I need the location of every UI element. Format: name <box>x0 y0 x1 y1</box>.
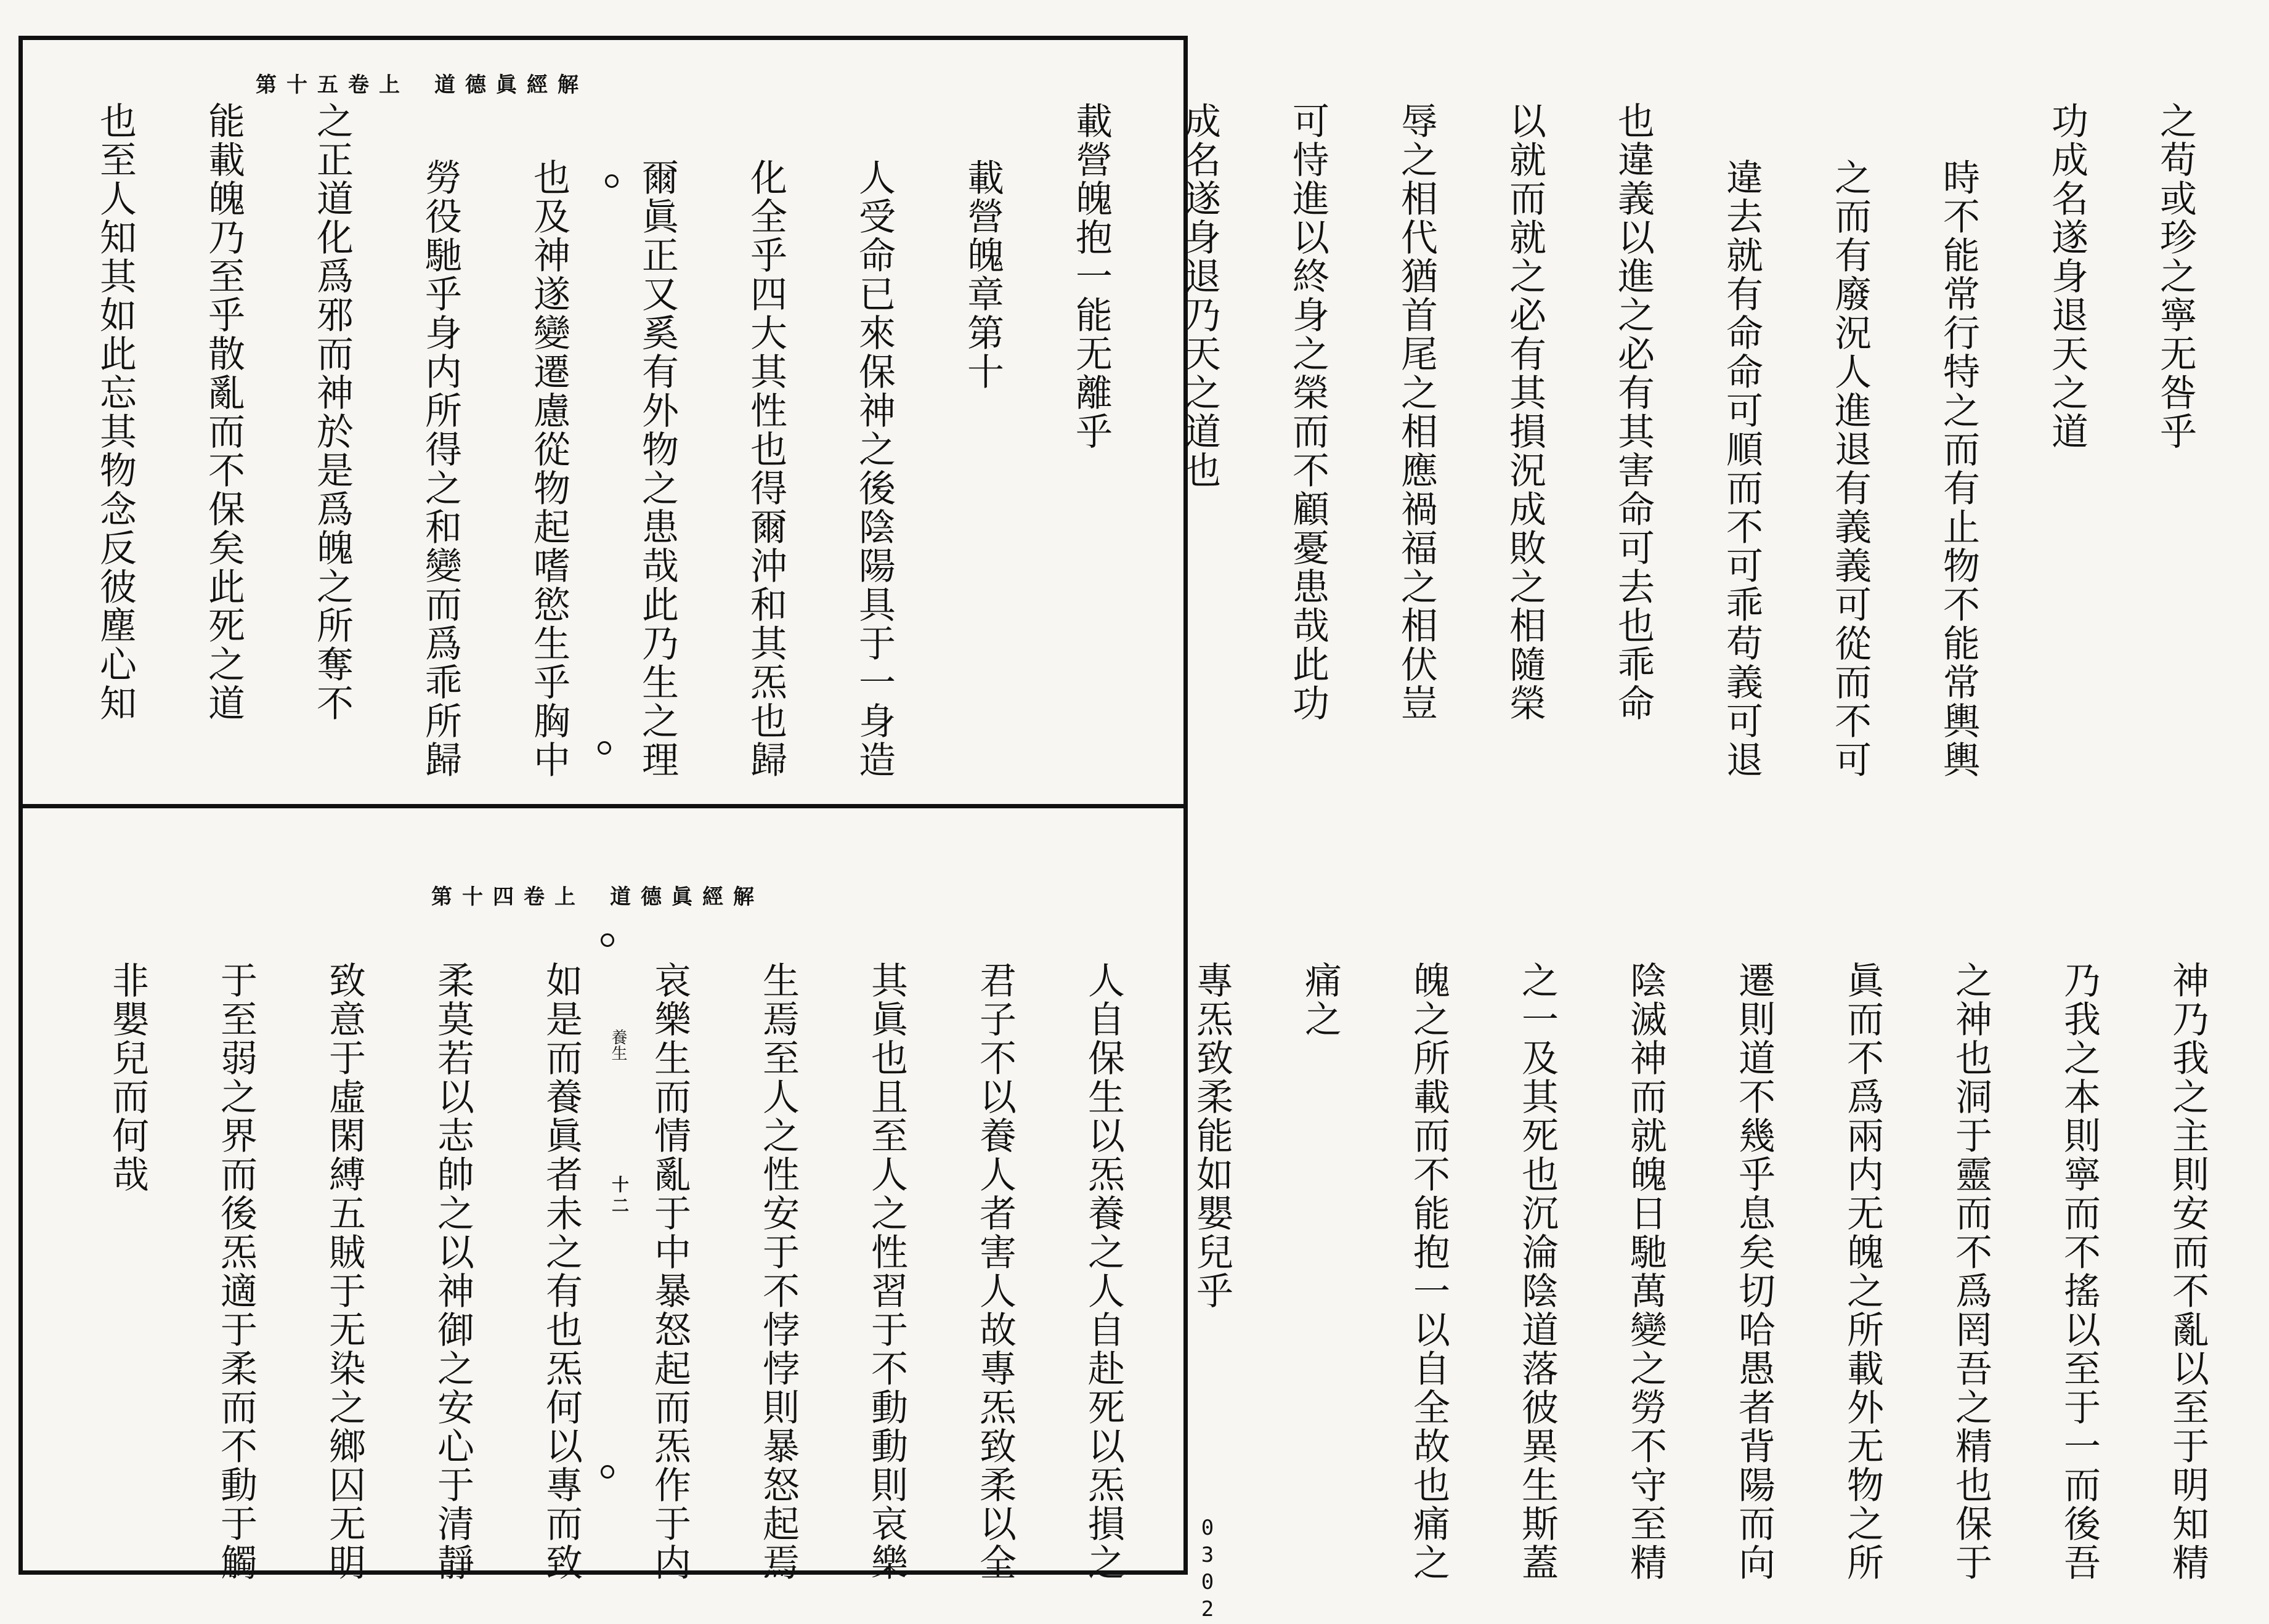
text-column: 時不能常行特之而有止物不能常輿輿 <box>1937 158 1980 779</box>
text-column: 神乃我之主則安而不亂以至于明知精 <box>2166 961 2209 1582</box>
text-column: 之正道化爲邪而神於是爲魄之所奪不 <box>311 102 354 723</box>
top-page-text <box>34 102 2257 792</box>
text-column: 違去就有命命可順而不可乖苟義可退 <box>1720 158 1763 779</box>
text-column: 遷則道不幾乎息矣切哈愚者背陽而向 <box>1732 961 1776 1582</box>
bottom-header-title: 道德眞經解 <box>610 885 764 909</box>
top-page-header <box>256 68 588 98</box>
section-circle-mark <box>601 1465 614 1479</box>
page-number: 0302 <box>1195 1516 1220 1624</box>
bottom-page-header <box>431 880 764 910</box>
top-header-title: 道德眞經解 <box>434 73 588 97</box>
verse-number: 十二 <box>609 1175 630 1217</box>
text-column: 勞役馳乎身内所得之和變而爲乖所歸 <box>419 158 462 779</box>
text-column: 化全乎四大其性也得爾沖和其炁也歸 <box>744 158 787 779</box>
text-column: 之神也洞于靈而不爲罔吾之精也保于 <box>1949 961 1992 1582</box>
text-column: 之而有廢況人進退有義義可從而不可 <box>1829 158 1872 779</box>
text-column: 痛之 <box>1299 961 1342 1039</box>
text-column: 專炁致柔能如嬰兒乎 <box>1190 961 1233 1310</box>
text-column: 眞而不爲兩内无魄之所載外无物之所 <box>1841 961 1884 1582</box>
text-column: 君子不以養人者害人故專炁致柔以全 <box>973 961 1017 1582</box>
text-column: 功成名遂身退天之道 <box>2045 102 2088 451</box>
text-column: 以就而就之必有其損況成敗之相隨榮 <box>1503 102 1546 723</box>
text-column: 成名遂身退乃天之道也 <box>1178 102 1221 490</box>
text-column: 人受命已來保神之後陰陽具于一身造 <box>853 158 896 779</box>
text-column: 非嬰兒而何哉 <box>106 961 149 1194</box>
text-column: 爾眞正又奚有外物之患哉此乃生之理 <box>636 158 679 779</box>
text-column: 其眞也且至人之性習于不動動則哀樂 <box>865 961 908 1582</box>
text-column: 魄之所載而不能抱一以自全故也痛之 <box>1407 961 1450 1582</box>
text-column: 之一及其死也沉淪陰道落彼異生斯蓋 <box>1516 961 1559 1582</box>
text-column: 載營魄章第十 <box>961 158 1004 391</box>
text-column: 致意于虛閑縛五賊于无染之鄉囚无明 <box>323 961 366 1582</box>
text-column: 也至人知其如此忘其物念反彼塵心知 <box>94 102 137 723</box>
text-column: 陰滅神而就魄日馳萬變之勞不守至精 <box>1624 961 1667 1582</box>
text-column: 之苟或珍之寧无咎乎 <box>2154 102 2197 451</box>
top-header-volume: 卷上 <box>348 73 410 97</box>
text-column: 能載魄乃至乎散亂而不保矣此死之道 <box>202 102 245 723</box>
page-divider <box>18 804 1188 808</box>
text-column: 柔莫若以志帥之以神御之安心于清靜 <box>431 961 474 1582</box>
text-column: 于至弱之界而後炁適于柔而不動于觸 <box>214 961 258 1582</box>
bottom-header-volume: 卷上 <box>524 885 585 909</box>
bottom-header-page: 第十四 <box>431 885 524 909</box>
text-column: 哀樂生而情亂于中暴怒起而炁作于内 <box>648 961 691 1582</box>
text-column: 乃我之本則寧而不搖以至于一而後吾 <box>2058 961 2101 1582</box>
text-column: 也違義以進之必有其害命可去也乖命 <box>1612 102 1655 723</box>
text-column: 如是而養眞者未之有也炁何以專而致 <box>540 961 583 1582</box>
section-circle-mark <box>601 933 614 947</box>
marginal-gloss: 養生 <box>609 1029 627 1061</box>
text-column: 載營魄抱一能无離乎 <box>1070 102 1113 451</box>
text-column: 可恃進以終身之榮而不顧憂患哉此功 <box>1286 102 1329 723</box>
section-circle-mark <box>598 741 611 755</box>
text-column: 也及神遂變遷慮從物起嗜慾生乎胸中 <box>527 158 570 779</box>
section-circle-mark <box>605 174 619 188</box>
text-column: 生焉至人之性安于不悖悖則暴怒起焉 <box>757 961 800 1582</box>
text-column: 辱之相代猶首尾之相應禍福之相伏豈 <box>1395 102 1438 723</box>
top-header-page: 第十五 <box>256 73 348 97</box>
text-column: 人自保生以炁養之人自赴死以炁損之 <box>1082 961 1125 1582</box>
